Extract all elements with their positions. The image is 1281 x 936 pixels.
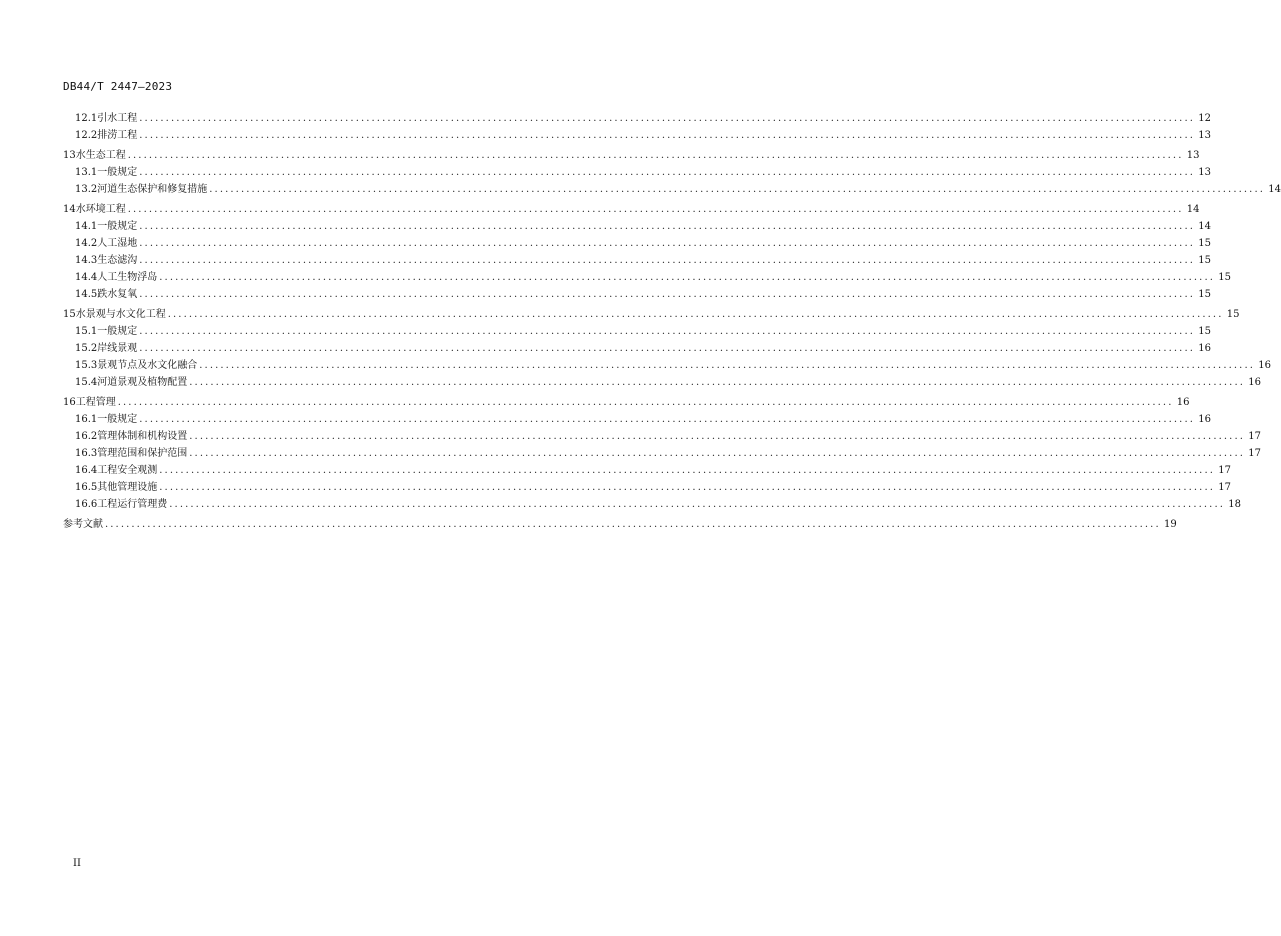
toc-entry[interactable] [63, 267, 1232, 284]
toc-entry-title: 岸线景观 [97, 343, 138, 354]
toc-entry-number: 14.5 [75, 289, 98, 300]
toc-entry-page: 16 [1198, 414, 1212, 425]
toc-entry-number: 15.3 [75, 360, 98, 371]
toc-entry-title: 生态滤沟 [97, 255, 138, 266]
dot-leader: ........................................................................................................................................................................................................ [209, 184, 1266, 195]
toc-entry-title: 管理体制和机构设置 [97, 431, 188, 442]
toc-entry-page: 13 [1198, 167, 1212, 178]
dot-leader: ........................................................................................................................................................................................................ [139, 326, 1196, 337]
toc-entry-page: 18 [1228, 499, 1242, 510]
toc-entry-number: 12.1 [75, 113, 98, 124]
toc-entry-title: 水景观与水文化工程 [75, 309, 166, 320]
toc-entry[interactable] [63, 392, 1190, 409]
toc-entry-page: 15 [1198, 326, 1212, 337]
toc-entry[interactable] [63, 494, 1242, 511]
toc-entry[interactable] [63, 477, 1232, 494]
toc-entry-title: 其他管理设施 [97, 482, 158, 493]
toc-entry-title: 工程管理 [75, 397, 116, 408]
toc-entry-title: 景观节点及水文化融合 [97, 360, 198, 371]
toc-entry-title: 跌水复氧 [97, 289, 138, 300]
toc-entry-page: 16 [1248, 377, 1262, 388]
toc-entry[interactable] [63, 338, 1212, 355]
dot-leader: ........................................................................................................................................................................................................ [105, 519, 1161, 530]
toc-entry[interactable] [63, 460, 1232, 477]
dot-leader: ........................................................................................................................................................................................................ [139, 414, 1196, 425]
dot-leader: ........................................................................................................................................................................................................ [139, 167, 1196, 178]
dot-leader: ........................................................................................................................................................................................................ [169, 499, 1226, 510]
toc-entry-number: 15.1 [75, 326, 98, 337]
toc-entry[interactable] [63, 199, 1200, 216]
dot-leader: ........................................................................................................................................................................................................ [159, 482, 1216, 493]
toc-entry-page: 14 [1198, 221, 1212, 232]
toc-entry-title: 工程运行管理费 [97, 499, 168, 510]
toc-entry[interactable] [63, 304, 1240, 321]
toc-entry-page: 14 [1186, 204, 1200, 215]
dot-leader: ........................................................................................................................................................................................................ [127, 150, 1184, 161]
toc-entry-page: 13 [1186, 150, 1200, 161]
toc-entry-page: 15 [1198, 238, 1212, 249]
toc-entry-number: 16.4 [75, 465, 98, 476]
toc-entry-page: 17 [1248, 448, 1262, 459]
toc-entry-title: 排涝工程 [97, 130, 138, 141]
toc-entry-page: 12 [1198, 113, 1212, 124]
toc-entry[interactable] [63, 372, 1262, 389]
toc-entry[interactable] [63, 179, 1281, 196]
toc-entry[interactable] [63, 284, 1212, 301]
toc-entry-number: 13 [63, 150, 76, 161]
toc-entry-title: 管理范围和保护范围 [97, 448, 188, 459]
toc-entry-title: 一般规定 [97, 414, 138, 425]
toc-entry-title: 水生态工程 [75, 150, 126, 161]
toc-entry[interactable] [63, 355, 1272, 372]
toc-entry-number: 14.3 [75, 255, 98, 266]
toc-entry-title: 一般规定 [97, 326, 138, 337]
toc-entry[interactable] [63, 250, 1212, 267]
dot-leader: ........................................................................................................................................................................................................ [139, 238, 1196, 249]
toc-entry-page: 17 [1218, 465, 1232, 476]
toc-entry-number: 16.1 [75, 414, 98, 425]
toc-entry-page: 16 [1198, 343, 1212, 354]
dot-leader: ........................................................................................................................................................................................................ [139, 221, 1196, 232]
toc-entry-number: 12.2 [75, 130, 98, 141]
toc-entry-title: 人工湿地 [97, 238, 138, 249]
toc-entry-page: 17 [1248, 431, 1262, 442]
toc-entry[interactable] [63, 321, 1212, 338]
toc-entry-page: 15 [1198, 289, 1212, 300]
dot-leader: ........................................................................................................................................................................................................ [117, 397, 1174, 408]
dot-leader: ........................................................................................................................................................................................................ [127, 204, 1184, 215]
toc-entry[interactable] [63, 409, 1212, 426]
toc-entry-number: 16 [63, 397, 76, 408]
dot-leader: ........................................................................................................................................................................................................ [139, 113, 1196, 124]
toc-entry-page: 15 [1226, 309, 1240, 320]
toc-entry-page: 16 [1258, 360, 1272, 371]
toc-entry-title: 河道生态保护和修复措施 [97, 184, 208, 195]
toc-entry-page: 17 [1218, 482, 1232, 493]
toc-entry-title: 水环境工程 [75, 204, 126, 215]
toc-entry[interactable] [63, 108, 1212, 125]
toc-entry-number: 14.2 [75, 238, 98, 249]
toc-entry-number: 16.6 [75, 499, 98, 510]
toc-entry-title: 人工生物浮岛 [97, 272, 158, 283]
dot-leader: ........................................................................................................................................................................................................ [139, 343, 1196, 354]
table-of-contents [63, 108, 1281, 531]
toc-entry-page: 14 [1268, 184, 1281, 195]
toc-entry-page: 16 [1176, 397, 1190, 408]
dot-leader: ........................................................................................................................................................................................................ [139, 289, 1196, 300]
toc-entry-page: 15 [1198, 255, 1212, 266]
toc-entry-number: 13.2 [75, 184, 98, 195]
page-number: II [73, 858, 81, 869]
toc-entry[interactable] [63, 162, 1212, 179]
toc-entry-page: 13 [1198, 130, 1212, 141]
toc-entry-number: 15.4 [75, 377, 98, 388]
toc-entry-number: 16.5 [75, 482, 98, 493]
dot-leader: ........................................................................................................................................................................................................ [189, 377, 1246, 388]
toc-entry-page: 15 [1218, 272, 1232, 283]
toc-entry-number: 13.1 [75, 167, 98, 178]
toc-entry-title: 参考文献 [63, 519, 103, 530]
toc-entry[interactable] [63, 443, 1262, 460]
dot-leader: ........................................................................................................................................................................................................ [159, 465, 1216, 476]
toc-entry-number: 16.2 [75, 431, 98, 442]
toc-entry-number: 14.4 [75, 272, 98, 283]
toc-entry-number: 14.1 [75, 221, 98, 232]
dot-leader: ........................................................................................................................................................................................................ [139, 130, 1196, 141]
toc-entry-title: 河道景观及植物配置 [97, 377, 188, 388]
dot-leader: ........................................................................................................................................................................................................ [199, 360, 1256, 371]
toc-entry[interactable] [63, 426, 1262, 443]
toc-entry[interactable] [63, 125, 1212, 142]
toc-entry[interactable] [63, 233, 1212, 250]
dot-leader: ........................................................................................................................................................................................................ [189, 431, 1246, 442]
toc-entry[interactable] [63, 514, 1177, 531]
dot-leader: ........................................................................................................................................................................................................ [159, 272, 1216, 283]
toc-entry-page: 19 [1164, 519, 1177, 530]
toc-entry-title: 一般规定 [97, 167, 138, 178]
dot-leader: ........................................................................................................................................................................................................ [139, 255, 1196, 266]
toc-entry-title: 引水工程 [97, 113, 138, 124]
toc-entry-title: 一般规定 [97, 221, 138, 232]
document-code: DB44/T 2447—2023 [63, 80, 173, 93]
toc-entry-number: 15.2 [75, 343, 98, 354]
dot-leader: ........................................................................................................................................................................................................ [189, 448, 1246, 459]
toc-entry-number: 15 [63, 309, 76, 320]
toc-entry-number: 16.3 [75, 448, 98, 459]
toc-entry[interactable] [63, 145, 1200, 162]
dot-leader: ........................................................................................................................................................................................................ [167, 309, 1224, 320]
toc-entry[interactable] [63, 216, 1212, 233]
toc-entry-number: 14 [63, 204, 76, 215]
toc-entry-title: 工程安全观测 [97, 465, 158, 476]
